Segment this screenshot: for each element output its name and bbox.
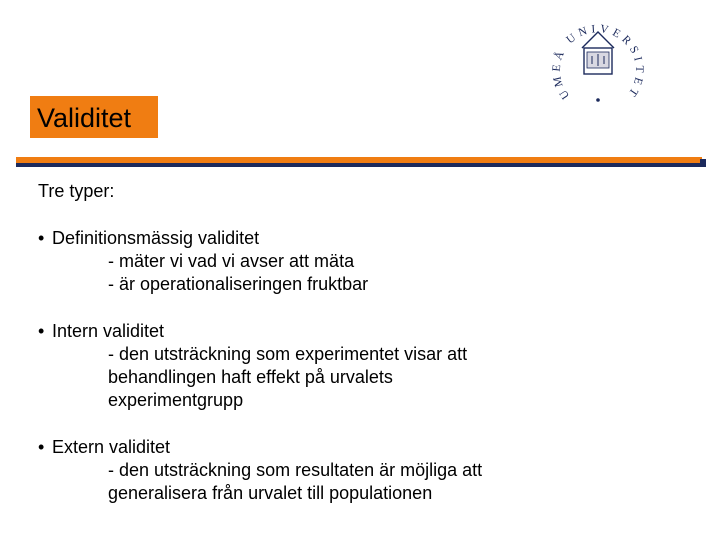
bullet-detail-line: generalisera från urvalet till populationen bbox=[108, 483, 433, 503]
logo-ring-text: UMEÅ UNIVERSITET bbox=[550, 23, 646, 102]
title-divider-navy-end bbox=[700, 159, 706, 167]
bullet-detail-line: - är operationaliseringen fruktbar bbox=[108, 274, 369, 294]
bullet-mark: • bbox=[38, 228, 45, 248]
slide-title: Validitet bbox=[30, 96, 158, 138]
bullet-internal-validity bbox=[38, 320, 678, 412]
bullet-detail-line: - den utsträckning som experimentet visar att bbox=[108, 344, 468, 364]
slide-body bbox=[38, 180, 678, 529]
bullet-external-validity bbox=[38, 436, 678, 505]
bullet-mark: • bbox=[38, 321, 45, 341]
bullet-definitional-validity bbox=[38, 227, 678, 296]
university-seal-icon bbox=[548, 10, 648, 110]
bullet-detail-line: behandlingen haft effekt på urvalets bbox=[108, 367, 393, 387]
bullet-detail-line: - den utsträckning som resultaten är möjliga att bbox=[108, 460, 483, 480]
bullet-detail-line: experimentgrupp bbox=[108, 390, 244, 410]
bullet-heading: Intern validitet bbox=[52, 321, 165, 341]
intro-text: Tre typer: bbox=[38, 181, 115, 201]
bullet-mark: • bbox=[38, 437, 45, 457]
title-divider-navy bbox=[16, 163, 706, 167]
bullet-detail-line: - mäter vi vad vi avser att mäta bbox=[108, 251, 355, 271]
bullet-heading: Extern validitet bbox=[52, 437, 171, 457]
bullet-heading: Definitionsmässig validitet bbox=[52, 228, 260, 248]
